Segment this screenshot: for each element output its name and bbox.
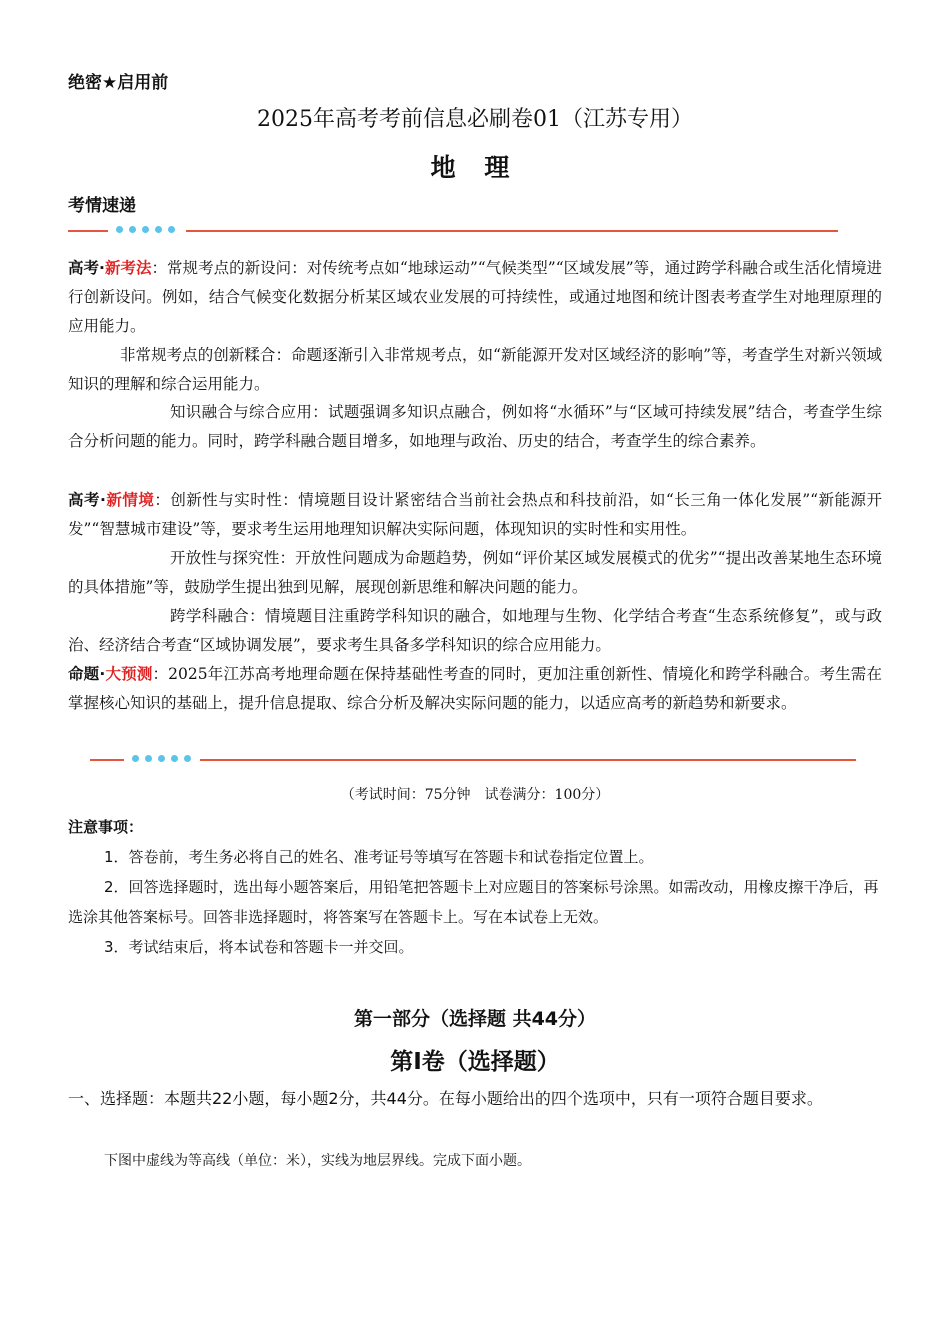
notice-item-1: 1．答卷前，考生务必将自己的姓名、准考证号等填写在答题卡和试卷指定位置上。 [104,848,654,866]
paper-title: 2025年高考考前信息必刷卷01（江苏专用） [257,107,693,132]
new-method-para-1 [68,254,882,341]
question-section-intro: 一、选择题：本题共22小题，每小题2分，共44分。在每小题给出的四个选项中，只有一项符合题目要求。 [68,1089,823,1108]
top-divider [68,226,838,236]
label-highlight: 新情境 [105,491,155,509]
new-situation-para-1 [68,486,882,544]
question-note: 下图中虚线为等高线（单位：米），实线为地层界线。完成下面小题。 [104,1153,531,1169]
new-method-para-3: 知识融合与综合应用：试题强调多知识点融合，例如将“水循环”与“区域可持续发展”结合，考查学生综合分析问题的能力。同时，跨学科融合题目增多，如地理与政治、历史的结合，考查学生的综合素养。 [68,403,882,450]
label-prefix: 高考· [68,491,106,509]
label-prefix: 高考· [68,259,105,277]
subject-title: 地 理 [430,153,520,182]
divider-dot [184,755,191,762]
new-situation-label [68,491,154,509]
divider-dots [132,755,191,762]
prediction-para [68,660,882,718]
paragraph-text: ：2025年江苏高考地理命题在保持基础性考查的同时，更加注重创新性、情境化和跨学科融合。考生需在掌握核心知识的基础上，提升信息提取、综合分析及解决实际问题的能力，以适应高考的新趋势和新要求。 [68,665,882,712]
volume-title: 第Ⅰ卷（选择题） [390,1049,560,1075]
divider-dots [116,226,175,233]
divider-dot [168,226,175,233]
notice-item-2: 2．回答选择题时，选出每小题答案后，用铅笔把答题卡上对应题目的答案标号涂黑。如需改动，用橡皮擦干净后，再选涂其他答案标号。回答非选择题时，将答案写在答题卡上。写在本试卷上无效。 [68,878,879,926]
divider-dot [145,755,152,762]
divider-line-left [68,230,108,232]
notice-title: 注意事项： [68,818,144,836]
notice-item-3: 3．考试结束后，将本试卷和答题卡一并交回。 [104,938,414,956]
secret-label: 绝密★启用前 [68,73,169,93]
part-title: 第一部分（选择题 共44分） [353,1008,597,1030]
new-situation-para-3: 跨学科融合：情境题目注重跨学科知识的融合，如地理与生物、化学结合考查“生态系统修复”，或与政治、经济结合考查“区域协调发展”，要求考生具备多学科知识的综合应用能力。 [68,607,882,654]
new-method-para-2: 非常规考点的创新糅合：命题逐渐引入非常规考点，如“新能源开发对区域经济的影响”等，考查学生对新兴领域知识的理解和综合运用能力。 [68,346,882,393]
bottom-divider [90,755,856,765]
divider-dot [142,226,149,233]
new-method-label [68,259,152,277]
divider-dot [158,755,165,762]
label-prefix: 命题· [68,665,106,683]
new-situation-para-2: 开放性与探究性：开放性问题成为命题趋势，例如“评价某区域发展模式的优劣”“提出改善某地生态环境的具体措施”等，鼓励学生提出独到见解，展现创新思维和解决问题的能力。 [68,549,882,596]
divider-line-left [90,759,124,761]
label-highlight: 新考法 [104,259,152,277]
divider-line-right [200,759,856,761]
prediction-label [68,665,153,683]
divider-dot [132,755,139,762]
overview-heading: 考情速递 [68,196,136,216]
exam-info: （考试时间：75分钟 试卷满分：100分） [340,787,610,803]
divider-dot [155,226,162,233]
paragraph-text: ：常规考点的新设问：对传统考点如“地球运动”“气候类型”“区域发展”等，通过跨学科融合或生活化情境进行创新设问。例如，结合气候变化数据分析某区域农业发展的可持续性，或通过地图和统计图表考查学生对地理原理的应用能力。 [68,259,882,335]
label-highlight: 大预测 [105,665,153,683]
divider-dot [116,226,123,233]
divider-dot [171,755,178,762]
paragraph-text: ：创新性与实时性：情境题目设计紧密结合当前社会热点和科技前沿，如“长三角一体化发展”“新能源开发”“智慧城市建设”等，要求考生运用地理知识解决实际问题，体现知识的实时性和实用性。 [68,491,882,538]
divider-dot [129,226,136,233]
divider-line-right [186,230,838,232]
